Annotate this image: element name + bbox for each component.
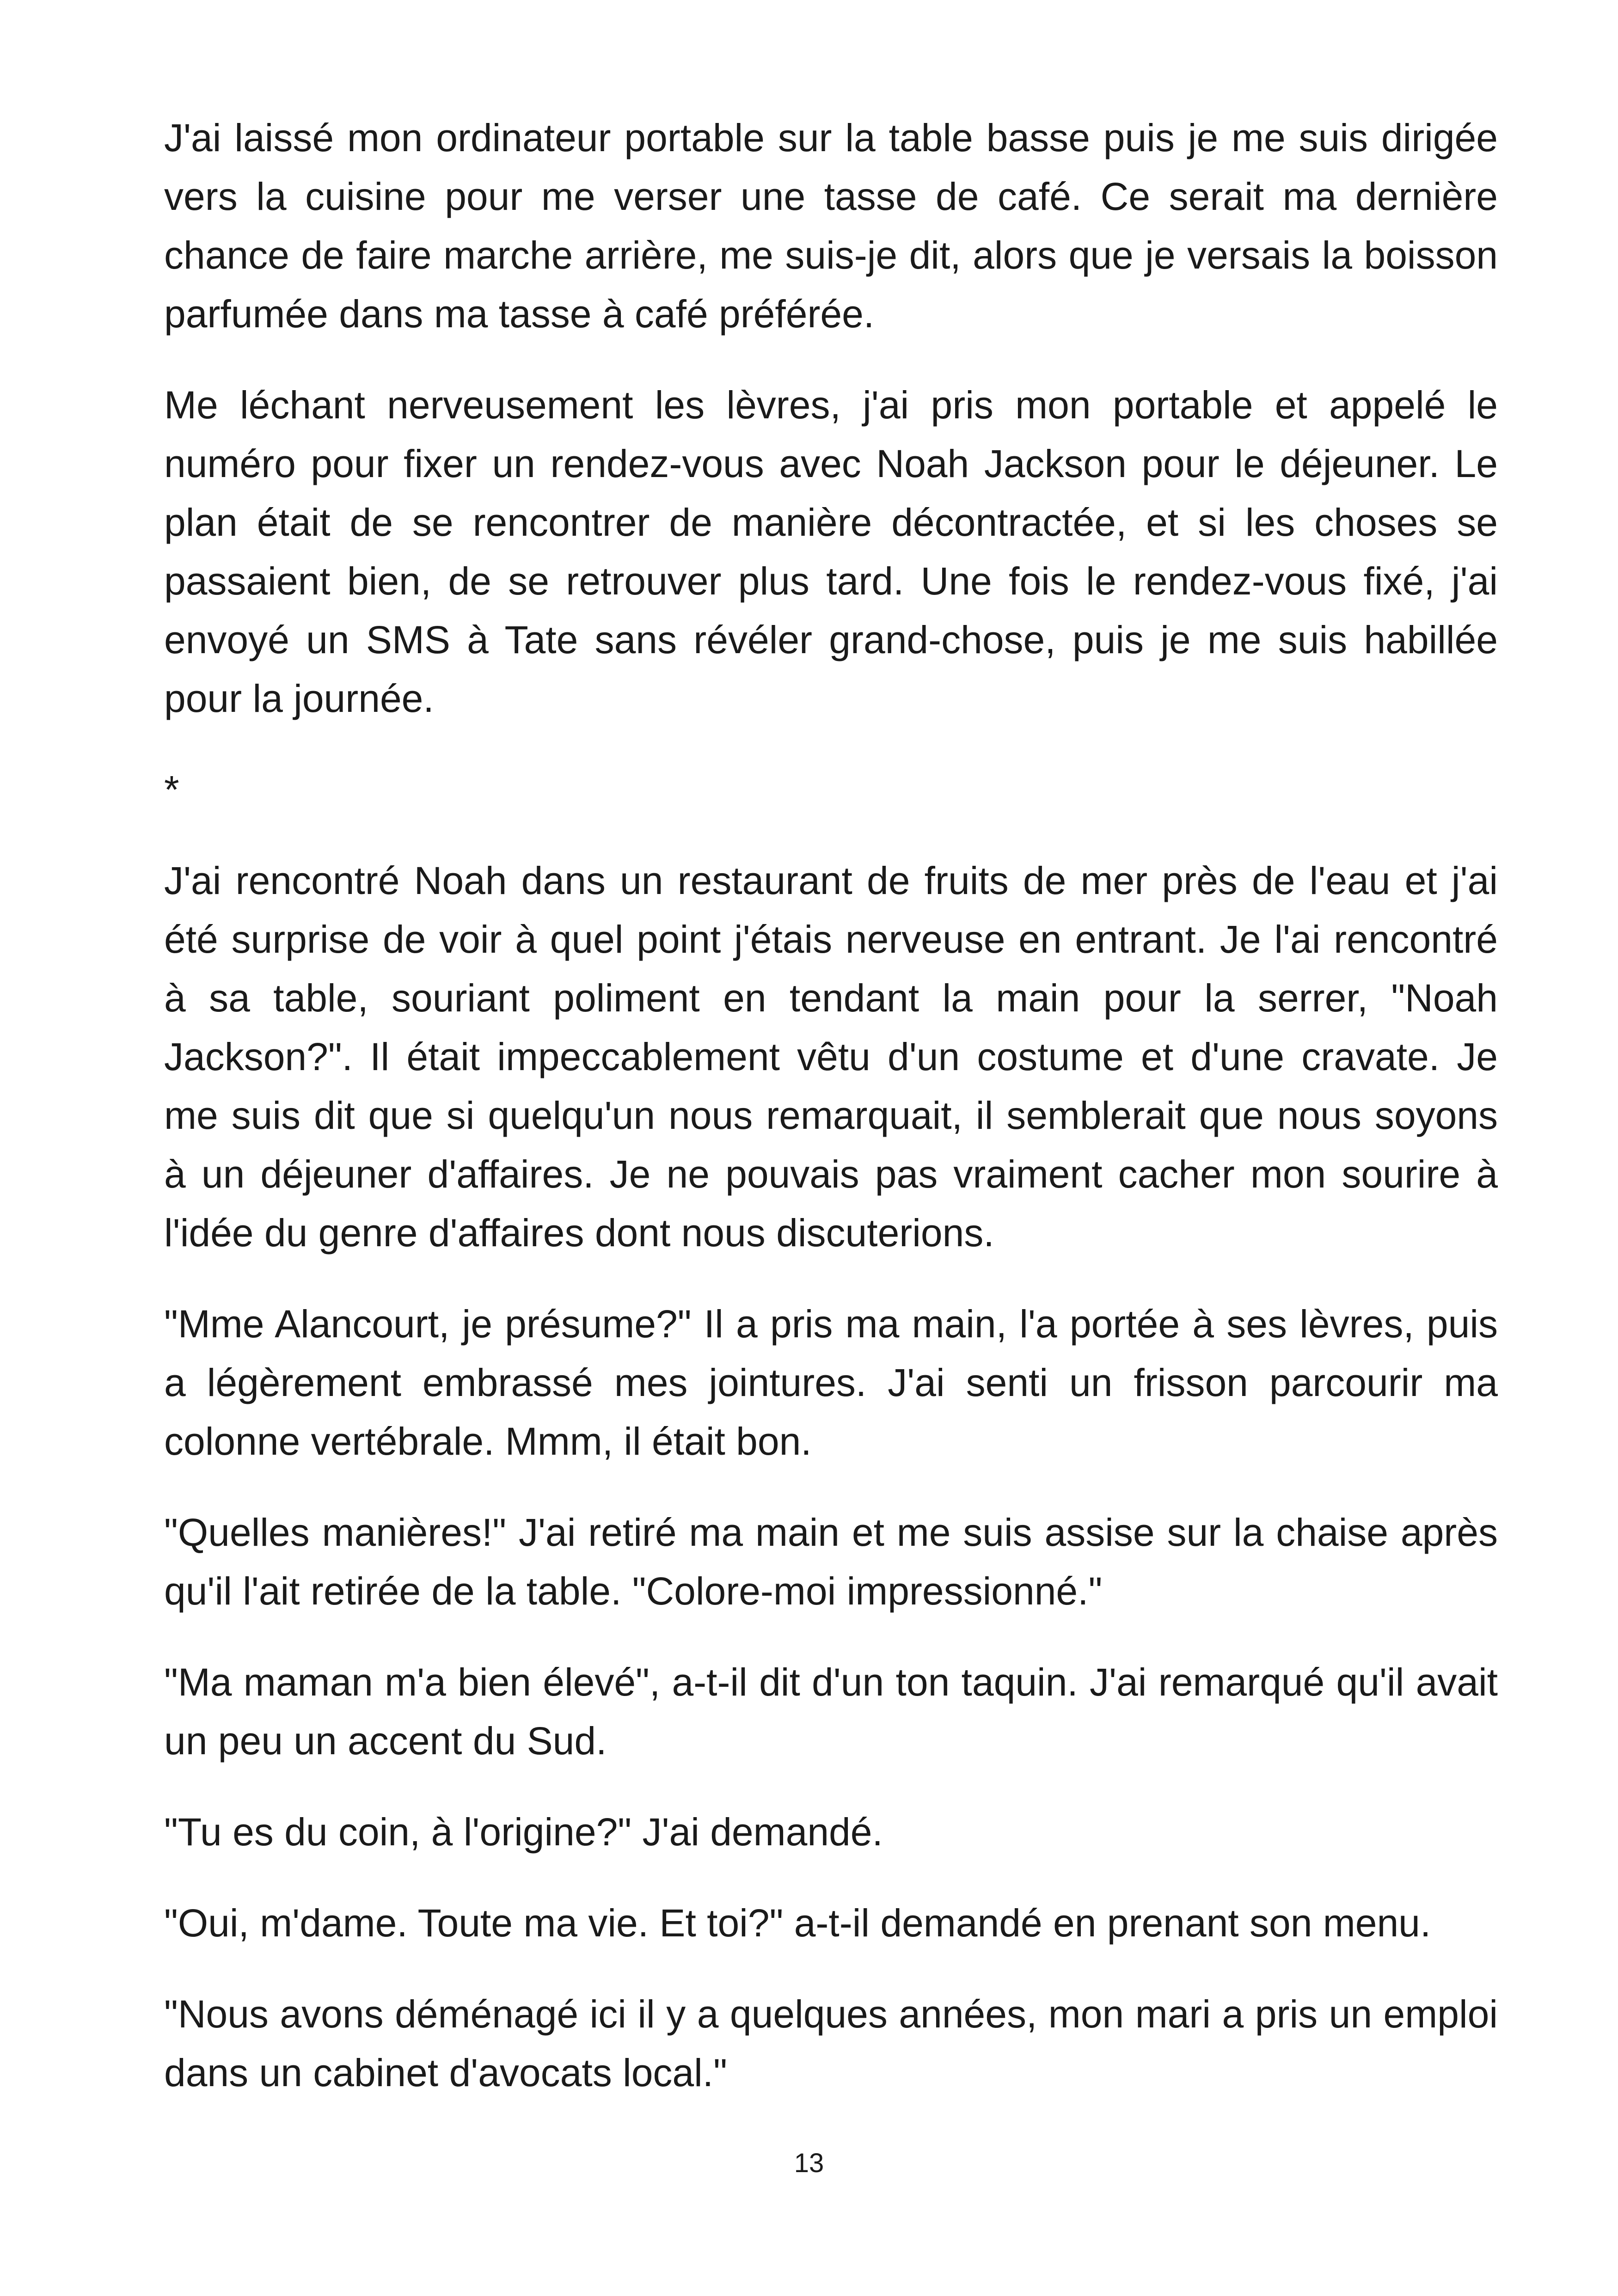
- page-number: 13: [794, 2148, 824, 2178]
- paragraph-3: J'ai rencontré Noah dans un restaurant de fruits de mer près de l'eau et j'ai été surprise de voir à quel point j'étais nerveuse en entrant. Je l'ai rencontré à sa table, souriant poliment en tendant la main pour la serrer, "Noah Jackson?". Il était impeccablement vêtu d'un costume et d'une cravate. Je me suis dit que si quelqu'un nous remarquait, il semblerait que nous soyons à un déjeuner d'affaires. Je ne pouvais pas vraiment cacher mon sourire à l'idée du genre d'affaires dont nous discuterions.: [164, 859, 1498, 1255]
- paragraph-2: Me léchant nerveusement les lèvres, j'ai pris mon portable et appelé le numéro pour fixer un rendez-vous avec Noah Jackson pour le déjeuner. Le plan était de se rencontrer de manière décontractée, et si les choses se passaient bien, de se retrouver plus tard. Une fois le rendez-vous fixé, j'ai envoyé un SMS à Tate sans révéler grand-chose, puis je me suis habillée pour la journée.: [164, 383, 1498, 720]
- paragraph-4: "Mme Alancourt, je présume?" Il a pris ma main, l'a portée à ses lèvres, puis a légèrement embrassé mes jointures. J'ai senti un frisson parcourir ma colonne vertébrale. Mmm, il était bon.: [164, 1302, 1498, 1463]
- paragraph-5: "Quelles manières!" J'ai retiré ma main et me suis assise sur la chaise après qu'il l'ait retirée de la table. "Colore-moi impressionné.": [164, 1511, 1498, 1613]
- paragraph-9: "Nous avons déménagé ici il y a quelques années, mon mari a pris un emploi dans un cabinet d'avocats local.": [164, 1992, 1498, 2094]
- section-separator: *: [164, 768, 179, 811]
- paragraph-1: J'ai laissé mon ordinateur portable sur la table basse puis je me suis dirigée vers la cuisine pour me verser une tasse de café. Ce serait ma dernière chance de faire marche arrière, me suis-je dit, alors que je versais la boisson parfumée dans ma tasse à café préférée.: [164, 116, 1498, 336]
- page-body: [164, 109, 1498, 2135]
- paragraph-6: "Ma maman m'a bien élevé", a-t-il dit d'un ton taquin. J'ai remarqué qu'il avait un peu un accent du Sud.: [164, 1660, 1498, 1763]
- paragraph-7: "Tu es du coin, à l'origine?" J'ai demandé.: [164, 1810, 883, 1854]
- paragraph-8: "Oui, m'dame. Toute ma vie. Et toi?" a-t-il demandé en prenant son menu.: [164, 1901, 1431, 1945]
